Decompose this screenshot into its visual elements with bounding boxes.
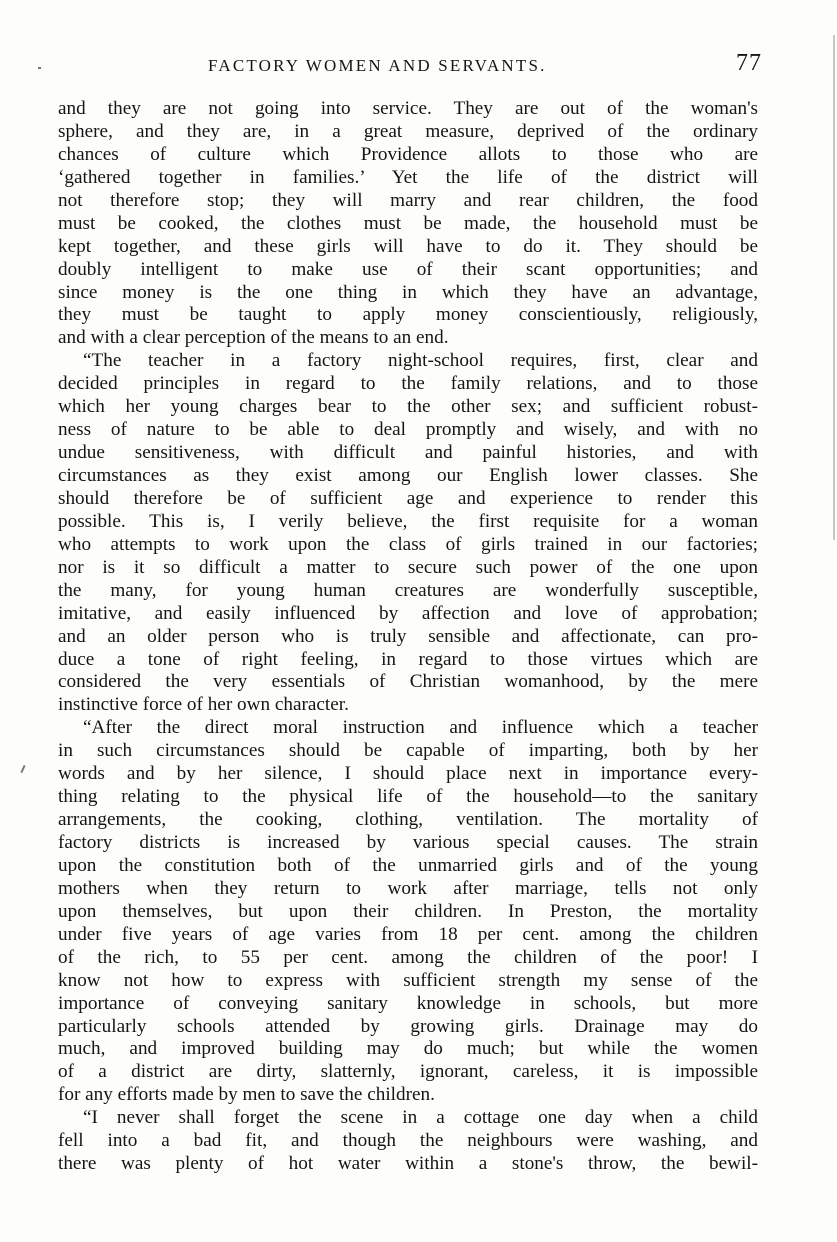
running-title: FACTORY WOMEN AND SERVANTS.	[208, 56, 547, 75]
text-line-35: mothers when they return to work after marriage, tells not only	[58, 877, 758, 899]
text-line-5: not therefore stop; they will marry and rear children, the food	[58, 189, 758, 211]
text-line-27: instinctive force of her own character.	[58, 694, 349, 716]
text-line-17: circumstances as they exist among our English lower classes. She	[58, 465, 758, 486]
text-line-43: of a district are dirty, slatternly, ignorant, careless, it is impossible	[58, 1061, 758, 1083]
text-line-18: should therefore be of sufficient age and experience to render this	[58, 487, 758, 509]
text-line-19: possible. This is, I verily believe, the first requisite for a woman	[58, 510, 758, 532]
text-line-28: “After the direct moral instruction and influence which a teacher	[83, 717, 758, 739]
text-line-14: which her young charges bear to the other sex; and sufficient robust-	[58, 396, 758, 418]
text-line-39: know not how to express with sufficient strength my sense of the	[58, 969, 758, 991]
text-line-47: there was plenty of hot water within a stone's throw, the bewil-	[58, 1153, 758, 1175]
text-line-32: arrangements, the cooking, clothing, ventilation. The mortality of	[58, 809, 758, 831]
text-line-24: and an older person who is truly sensible and affectionate, can pro-	[58, 625, 758, 647]
text-line-22: the many, for young human creatures are wonderfully susceptible,	[58, 579, 758, 601]
text-line-36: upon themselves, but upon their children. In Preston, the mortality	[58, 900, 758, 922]
page-edge-shadow	[833, 35, 835, 540]
text-line-11: and with a clear perception of the means to an end.	[58, 327, 449, 349]
text-line-1: and they are not going into service. They are out of the woman's	[58, 98, 758, 119]
text-line-2: sphere, and they are, in a great measure, deprived of the ordinary	[58, 120, 758, 142]
running-head	[58, 50, 762, 78]
text-line-23: imitative, and easily influenced by affection and love of approbation;	[58, 602, 758, 624]
text-line-31: thing relating to the physical life of the household—to the sanitary	[58, 786, 758, 808]
text-line-7: kept together, and these girls will have to do it. They should be	[58, 235, 758, 257]
text-line-3: chances of culture which Providence allots to those who are	[58, 143, 758, 165]
text-line-37: under five years of age varies from 18 per cent. among the children	[58, 923, 758, 945]
text-line-29: in such circumstances should be capable of imparting, both by her	[58, 740, 758, 762]
text-line-40: importance of conveying sanitary knowledge in schools, but more	[58, 992, 758, 1014]
text-line-10: they must be taught to apply money conscientiously, religiously,	[58, 304, 758, 326]
text-line-26: considered the very essentials of Christian womanhood, by the mere	[58, 671, 758, 693]
body-text	[58, 98, 758, 1176]
ink-speck	[20, 765, 25, 773]
text-line-16: undue sensitiveness, with difficult and painful histories, and with	[58, 442, 758, 464]
text-line-41: particularly schools attended by growing girls. Drainage may do	[58, 1015, 758, 1037]
text-line-20: who attempts to work upon the class of girls trained in our factories;	[58, 533, 758, 555]
text-line-12: “The teacher in a factory night-school requires, first, clear and	[83, 350, 758, 372]
text-line-38: of the rich, to 55 per cent. among the children of the poor! I	[58, 946, 758, 968]
text-line-46: fell into a bad fit, and though the neighbours were washing, and	[58, 1130, 758, 1152]
text-line-15: ness of nature to be able to deal promptly and wisely, and with no	[58, 419, 758, 441]
text-line-33: factory districts is increased by various special causes. The strain	[58, 832, 758, 853]
text-line-9: since money is the one thing in which they have an advantage,	[58, 281, 758, 303]
text-line-44: for any efforts made by men to save the children.	[58, 1084, 435, 1106]
text-line-25: duce a tone of right feeling, in regard to those virtues which are	[58, 648, 758, 670]
ink-speck	[38, 67, 41, 69]
text-line-45: “I never shall forget the scene in a cottage one day when a child	[83, 1107, 758, 1129]
text-line-30: words and by her silence, I should place next in importance every-	[58, 763, 758, 785]
text-line-21: nor is it so difficult a matter to secure such power of the one upon	[58, 556, 758, 578]
text-line-13: decided principles in regard to the family relations, and to those	[58, 373, 758, 395]
text-line-6: must be cooked, the clothes must be made, the household must be	[58, 212, 758, 234]
text-line-4: ‘gathered together in families.’ Yet the life of the district will	[58, 166, 758, 188]
text-line-8: doubly intelligent to make use of their scant opportunities; and	[58, 258, 758, 280]
page-number: 77	[736, 50, 762, 76]
text-line-34: upon the constitution both of the unmarried girls and of the young	[58, 854, 758, 876]
text-line-42: much, and improved building may do much; but while the women	[58, 1038, 758, 1060]
